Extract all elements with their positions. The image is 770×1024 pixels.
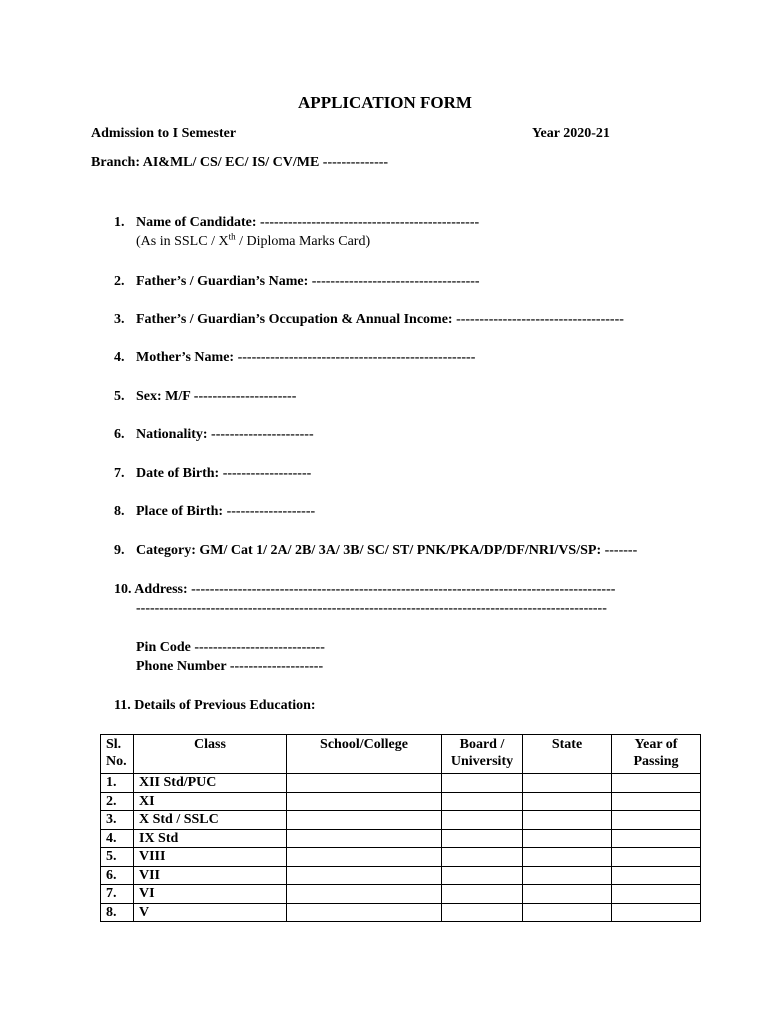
cell-state (523, 829, 612, 848)
cell-state (523, 792, 612, 811)
cell-class: IX Std (134, 829, 287, 848)
cell-class: VI (134, 885, 287, 904)
table-row (101, 811, 701, 830)
cell-state (523, 774, 612, 793)
cell-board (442, 848, 523, 867)
academic-year: Year 2020-21 (532, 126, 610, 141)
table-row (101, 774, 701, 793)
field-address-line2: ----------------------------------------------------------------------------------------------------- (136, 601, 607, 616)
cell-board (442, 866, 523, 885)
field-category: 9. Category: GM/ Cat 1/ 2A/ 2B/ 3A/ 3B/ SC/ ST/ PNK/PKA/DP/DF/NRI/VS/SP: ------- (114, 543, 638, 558)
cell-state (523, 885, 612, 904)
cell-class: X Std / SSLC (134, 811, 287, 830)
cell-sl: 4. (101, 829, 134, 848)
cell-state (523, 848, 612, 867)
cell-board (442, 774, 523, 793)
field-place-of-birth: 8. Place of Birth: ------------------- (114, 504, 316, 519)
header-school-college: School/College (287, 735, 442, 774)
cell-year (612, 829, 701, 848)
education-table (100, 734, 701, 922)
field-mother-name: 4. Mother’s Name: --------------------------------------------------- (114, 350, 476, 365)
cell-board (442, 885, 523, 904)
field-phone-number: Phone Number -------------------- (136, 659, 324, 674)
cell-sl: 3. (101, 811, 134, 830)
table-row (101, 903, 701, 922)
cell-school (287, 848, 442, 867)
cell-sl: 8. (101, 903, 134, 922)
cell-class: XI (134, 792, 287, 811)
cell-board (442, 903, 523, 922)
table-row (101, 885, 701, 904)
cell-school (287, 866, 442, 885)
cell-board (442, 829, 523, 848)
cell-board (442, 792, 523, 811)
cell-school (287, 903, 442, 922)
field-nationality: 6. Nationality: ---------------------- (114, 427, 314, 442)
table-row (101, 866, 701, 885)
field-guardian-name: 2. Father’s / Guardian’s Name: ------------------------------------ (114, 274, 480, 289)
cell-year (612, 811, 701, 830)
header-year-of-passing: Year of Passing (612, 735, 701, 774)
cell-sl: 1. (101, 774, 134, 793)
cell-sl: 2. (101, 792, 134, 811)
admission-label: Admission to I Semester (91, 126, 237, 141)
cell-school (287, 774, 442, 793)
cell-class: VIII (134, 848, 287, 867)
header-sl-no: Sl. No. (101, 735, 134, 774)
field-candidate-name: 1. Name of Candidate: ----------------------------------------------- (114, 215, 480, 230)
cell-year (612, 903, 701, 922)
cell-board (442, 811, 523, 830)
cell-year (612, 774, 701, 793)
cell-school (287, 829, 442, 848)
cell-year (612, 885, 701, 904)
cell-sl: 7. (101, 885, 134, 904)
header-class: Class (134, 735, 287, 774)
table-row (101, 792, 701, 811)
cell-year (612, 792, 701, 811)
cell-class: V (134, 903, 287, 922)
field-guardian-occupation: 3. Father’s / Guardian’s Occupation & Annual Income: ------------------------------------ (114, 312, 624, 327)
cell-class: XII Std/PUC (134, 774, 287, 793)
cell-state (523, 903, 612, 922)
form-title: APPLICATION FORM (298, 93, 472, 112)
cell-state (523, 811, 612, 830)
header-board-university: Board / University (442, 735, 523, 774)
cell-year (612, 866, 701, 885)
table-row (101, 848, 701, 867)
field-date-of-birth: 7. Date of Birth: ------------------- (114, 466, 312, 481)
branch-field: Branch: AI&ML/ CS/ EC/ IS/ CV/ME -------------- (91, 155, 389, 170)
education-header-row (101, 735, 701, 774)
field-pin-code: Pin Code ---------------------------- (136, 640, 325, 655)
field-address: 10. Address: ------------------------------------------------------------------------------------------- (114, 582, 616, 597)
cell-school (287, 792, 442, 811)
field-previous-education: 11. Details of Previous Education: (114, 698, 316, 713)
field-sex: 5. Sex: M/F ---------------------- (114, 389, 297, 404)
cell-class: VII (134, 866, 287, 885)
cell-sl: 5. (101, 848, 134, 867)
header-state: State (523, 735, 612, 774)
candidate-name-note: (As in SSLC / Xth / Diploma Marks Card) (136, 231, 371, 249)
cell-year (612, 848, 701, 867)
cell-sl: 6. (101, 866, 134, 885)
cell-state (523, 866, 612, 885)
cell-school (287, 885, 442, 904)
cell-school (287, 811, 442, 830)
table-row (101, 829, 701, 848)
